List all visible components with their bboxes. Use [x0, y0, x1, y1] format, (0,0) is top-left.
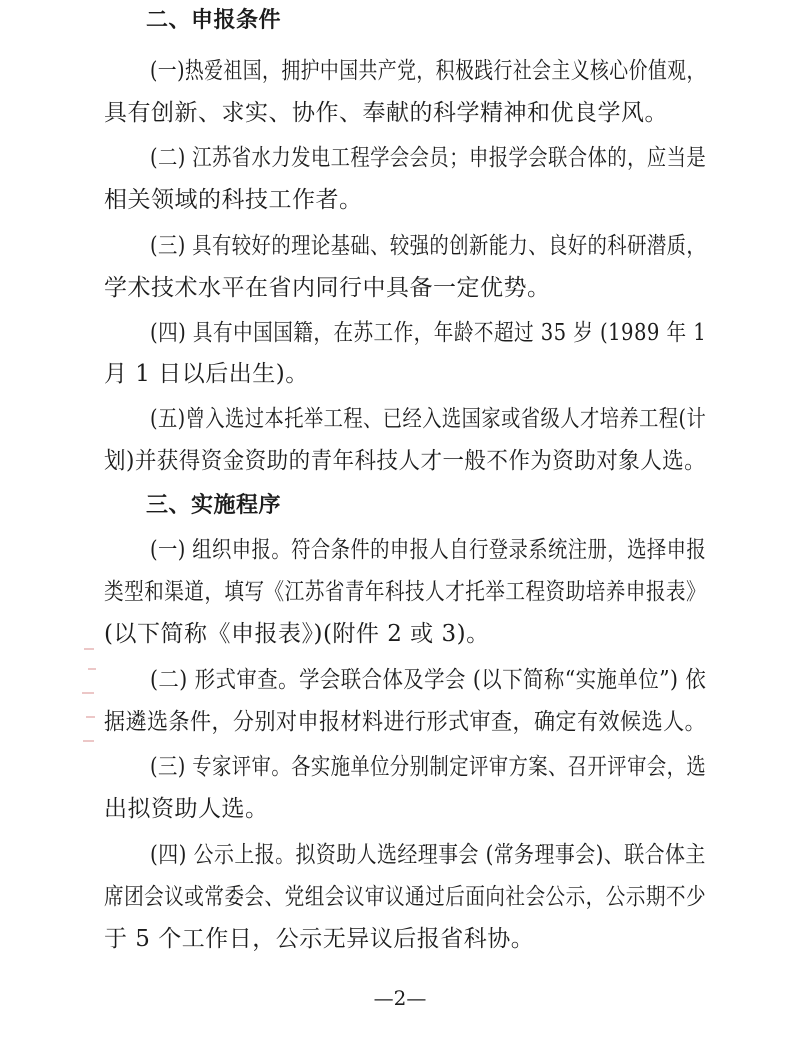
- paragraph-line: (一)热爱祖国，拥护中国共产党，积极践行社会主义核心价值观，: [150, 58, 706, 84]
- paragraph-line: (五)曾入选过本托举工程、已经入选国家或省级人才培养工程(计: [150, 406, 707, 432]
- paragraph-line: (三) 具有较好的理论基础、较强的创新能力、良好的科研潜质，: [150, 233, 707, 259]
- paragraph-line: 月 1 日以后出生)。: [104, 361, 309, 387]
- binding-stamp-marks: [82, 640, 112, 760]
- paragraph-line: (二) 形式审查。学会联合体及学会 (以下简称“实施单位”) 依: [150, 667, 707, 693]
- paragraph-line: (二) 江苏省水力发电工程学会会员；申报学会联合体的，应当是: [150, 145, 707, 171]
- paragraph-line: 出拟资助人选。: [104, 796, 269, 822]
- paragraph-line: 据遴选条件，分别对申报材料进行形式审查，确定有效候选人。: [104, 709, 707, 735]
- paragraph-line: (四) 公示上报。拟资助人选经理事会 (常务理事会)、联合体主: [150, 842, 706, 868]
- paragraph-line: 于 5 个工作日，公示无异议后报省科协。: [104, 926, 535, 952]
- paragraph-line: (四) 具有中国国籍，在苏工作，年龄不超过 35 岁 (1989 年 1: [150, 320, 707, 346]
- paragraph-line: (三) 专家评审。各实施单位分别制定评审方案、召开评审会，选: [150, 754, 707, 780]
- paragraph-line: 类型和渠道，填写《江苏省青年科技人才托举工程资助培养申报表》: [104, 579, 707, 605]
- page-number: —2—: [373, 986, 427, 1010]
- paragraph-line: 席团会议或常委会、党组会议审议通过后面向社会公示，公示期不少: [104, 884, 707, 910]
- section-heading-2: 二、申报条件: [146, 8, 282, 33]
- paragraph-line: 划)并获得资金资助的青年科技人才一般不作为资助对象人选。: [104, 448, 707, 474]
- section-heading-3: 三、实施程序: [146, 493, 282, 518]
- paragraph-line: 具有创新、求实、协作、奉献的科学精神和优良学风。: [104, 100, 668, 126]
- paragraph-line: 相关领域的科技工作者。: [104, 187, 363, 213]
- paragraph-line: (一) 组织申报。符合条件的申报人自行登录系统注册，选择申报: [150, 537, 707, 563]
- paragraph-line: 学术技术水平在省内同行中具备一定优势。: [104, 275, 551, 301]
- paragraph-line: (以下简称《申报表》)(附件 2 或 3)。: [104, 621, 490, 647]
